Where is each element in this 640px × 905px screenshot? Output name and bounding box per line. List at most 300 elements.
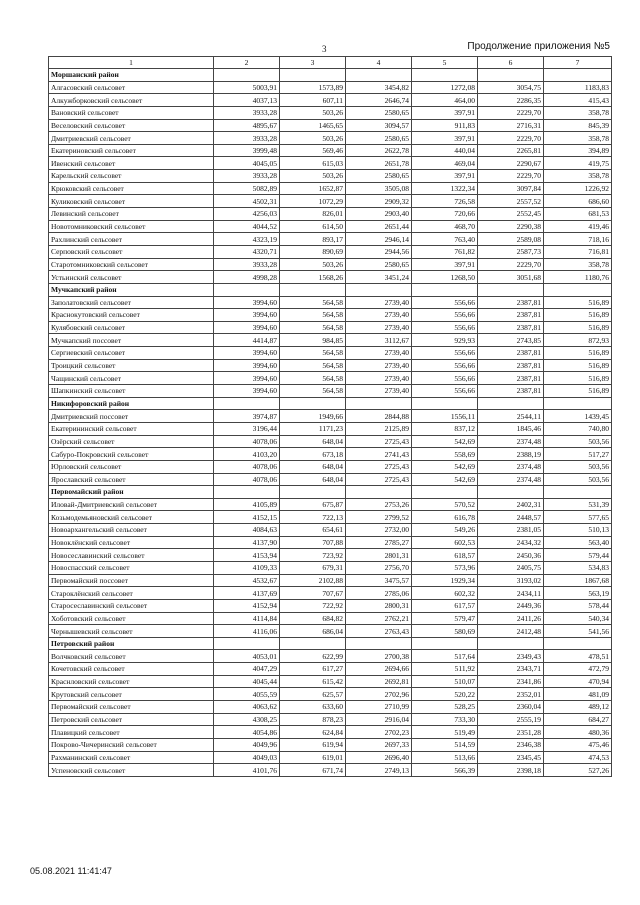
settlement-name: Староклёнский сельсовет — [49, 587, 214, 600]
value-cell: 720,66 — [412, 208, 478, 221]
table-row — [49, 195, 612, 208]
value-cell: 2229,70 — [478, 132, 544, 145]
value-cell: 4895,67 — [214, 119, 280, 132]
value-cell: 4053,01 — [214, 650, 280, 663]
value-cell: 1845,46 — [478, 422, 544, 435]
table-row — [49, 498, 612, 511]
value-cell: 2360,04 — [478, 701, 544, 714]
value-cell: 2909,32 — [346, 195, 412, 208]
settlement-name: Первомайский сельсовет — [49, 701, 214, 714]
value-cell: 1652,87 — [280, 182, 346, 195]
value-cell: 2580,65 — [346, 170, 412, 183]
value-cell: 2388,19 — [478, 448, 544, 461]
column-header: 2 — [214, 57, 280, 69]
value-cell: 633,60 — [280, 701, 346, 714]
value-cell: 929,93 — [412, 334, 478, 347]
settlement-name: Петровский сельсовет — [49, 713, 214, 726]
settlement-name: Новоархангельский сельсовет — [49, 524, 214, 537]
empty-cell — [544, 69, 612, 82]
settlement-name: Ивенский сельсовет — [49, 157, 214, 170]
settlement-name: Ярославский сельсовет — [49, 473, 214, 486]
empty-cell — [478, 397, 544, 410]
table-row — [49, 625, 612, 638]
value-cell: 684,82 — [280, 612, 346, 625]
value-cell: 1929,34 — [412, 574, 478, 587]
settlement-name: Екатерининский сельсовет — [49, 422, 214, 435]
value-cell: 503,26 — [280, 132, 346, 145]
value-cell: 3933,28 — [214, 258, 280, 271]
value-cell: 740,80 — [544, 422, 612, 435]
value-cell: 733,30 — [412, 713, 478, 726]
value-cell: 4049,03 — [214, 751, 280, 764]
value-cell: 4047,29 — [214, 663, 280, 676]
empty-cell — [544, 637, 612, 650]
district-row — [49, 637, 612, 650]
value-cell: 564,58 — [280, 296, 346, 309]
table-row — [49, 132, 612, 145]
value-cell: 4532,67 — [214, 574, 280, 587]
table-row — [49, 220, 612, 233]
empty-cell — [214, 637, 280, 650]
value-cell: 358,78 — [544, 258, 612, 271]
value-cell: 573,96 — [412, 561, 478, 574]
value-cell: 826,01 — [280, 208, 346, 221]
table-row — [49, 385, 612, 398]
table-row — [49, 347, 612, 360]
settlement-name: Новосеславинский сельсовет — [49, 549, 214, 562]
value-cell: 2739,40 — [346, 359, 412, 372]
table-row — [49, 524, 612, 537]
value-cell: 607,11 — [280, 94, 346, 107]
value-cell: 2450,36 — [478, 549, 544, 562]
value-cell: 625,57 — [280, 688, 346, 701]
value-cell: 520,22 — [412, 688, 478, 701]
value-cell: 1226,92 — [544, 182, 612, 195]
settlement-name: Алкужборковский сельсовет — [49, 94, 214, 107]
value-cell: 617,27 — [280, 663, 346, 676]
value-cell: 2646,74 — [346, 94, 412, 107]
value-cell: 478,51 — [544, 650, 612, 663]
value-cell: 503,26 — [280, 170, 346, 183]
district-name: Мучкапский район — [49, 283, 214, 296]
settlement-name: Дмитриевский поссовет — [49, 410, 214, 423]
value-cell: 2739,40 — [346, 296, 412, 309]
column-header: 6 — [478, 57, 544, 69]
table-row — [49, 587, 612, 600]
value-cell: 569,46 — [280, 144, 346, 157]
table-row — [49, 372, 612, 385]
empty-cell — [214, 397, 280, 410]
value-cell: 510,13 — [544, 524, 612, 537]
value-cell: 2125,89 — [346, 422, 412, 435]
value-cell: 2434,11 — [478, 587, 544, 600]
district-name: Моршанский район — [49, 69, 214, 82]
table-row — [49, 359, 612, 372]
table-row — [49, 599, 612, 612]
settlement-name: Новоклёнский сельсовет — [49, 536, 214, 549]
value-cell: 540,34 — [544, 612, 612, 625]
value-cell: 671,74 — [280, 764, 346, 777]
value-cell: 531,39 — [544, 498, 612, 511]
value-cell: 3094,57 — [346, 119, 412, 132]
empty-cell — [214, 69, 280, 82]
value-cell: 2622,78 — [346, 144, 412, 157]
value-cell: 2739,40 — [346, 321, 412, 334]
value-cell: 2587,73 — [478, 245, 544, 258]
header-row — [49, 57, 612, 69]
value-cell: 4109,33 — [214, 561, 280, 574]
value-cell: 2697,33 — [346, 738, 412, 751]
table-row — [49, 460, 612, 473]
value-cell: 2387,81 — [478, 347, 544, 360]
settlement-name: Волчковский сельсовет — [49, 650, 214, 663]
value-cell: 472,79 — [544, 663, 612, 676]
settlement-name: Кочетовский сельсовет — [49, 663, 214, 676]
value-cell: 3051,68 — [478, 271, 544, 284]
settlement-name: Екатериновский сельсовет — [49, 144, 214, 157]
value-cell: 2349,43 — [478, 650, 544, 663]
value-cell: 2692,81 — [346, 675, 412, 688]
value-cell: 2411,26 — [478, 612, 544, 625]
value-cell: 2557,52 — [478, 195, 544, 208]
value-cell: 3994,60 — [214, 372, 280, 385]
value-cell: 726,58 — [412, 195, 478, 208]
value-cell: 516,89 — [544, 296, 612, 309]
value-cell: 2903,40 — [346, 208, 412, 221]
value-cell: 4055,59 — [214, 688, 280, 701]
empty-cell — [412, 397, 478, 410]
value-cell: 686,04 — [280, 625, 346, 638]
table-row — [49, 713, 612, 726]
value-cell: 528,25 — [412, 701, 478, 714]
value-cell: 2743,85 — [478, 334, 544, 347]
table-row — [49, 309, 612, 322]
value-cell: 2785,06 — [346, 587, 412, 600]
value-cell: 511,92 — [412, 663, 478, 676]
value-cell: 1867,68 — [544, 574, 612, 587]
value-cell: 3933,28 — [214, 170, 280, 183]
value-cell: 4045,44 — [214, 675, 280, 688]
value-cell: 580,69 — [412, 625, 478, 638]
empty-cell — [280, 397, 346, 410]
value-cell: 2589,08 — [478, 233, 544, 246]
column-header: 5 — [412, 57, 478, 69]
value-cell: 1072,29 — [280, 195, 346, 208]
value-cell: 503,26 — [280, 258, 346, 271]
value-cell: 468,70 — [412, 220, 478, 233]
value-cell: 2702,23 — [346, 726, 412, 739]
value-cell: 394,89 — [544, 144, 612, 157]
value-cell: 4044,52 — [214, 220, 280, 233]
value-cell: 564,58 — [280, 385, 346, 398]
value-cell: 578,44 — [544, 599, 612, 612]
table-row — [49, 119, 612, 132]
value-cell: 542,69 — [412, 473, 478, 486]
table-row — [49, 81, 612, 94]
value-cell: 1322,34 — [412, 182, 478, 195]
value-cell: 4323,19 — [214, 233, 280, 246]
empty-cell — [478, 69, 544, 82]
value-cell: 2387,81 — [478, 321, 544, 334]
value-cell: 415,43 — [544, 94, 612, 107]
value-cell: 2763,43 — [346, 625, 412, 638]
settlement-name: Первомайский поссовет — [49, 574, 214, 587]
empty-cell — [280, 69, 346, 82]
value-cell: 2946,14 — [346, 233, 412, 246]
value-cell: 2756,70 — [346, 561, 412, 574]
value-cell: 722,13 — [280, 511, 346, 524]
settlement-name: Сергиевский сельсовет — [49, 347, 214, 360]
value-cell: 527,26 — [544, 764, 612, 777]
value-cell: 397,91 — [412, 106, 478, 119]
value-cell: 2387,81 — [478, 372, 544, 385]
table-row — [49, 182, 612, 195]
settlement-name: Старотомниковский сельсовет — [49, 258, 214, 271]
table-row — [49, 435, 612, 448]
value-cell: 2387,81 — [478, 385, 544, 398]
value-cell: 2725,43 — [346, 435, 412, 448]
value-cell: 2801,31 — [346, 549, 412, 562]
value-cell: 622,99 — [280, 650, 346, 663]
empty-cell — [544, 486, 612, 499]
value-cell: 503,56 — [544, 473, 612, 486]
value-cell: 984,85 — [280, 334, 346, 347]
value-cell: 616,78 — [412, 511, 478, 524]
column-header: 4 — [346, 57, 412, 69]
value-cell: 4105,89 — [214, 498, 280, 511]
value-cell: 542,69 — [412, 460, 478, 473]
value-cell: 2229,70 — [478, 106, 544, 119]
empty-cell — [544, 283, 612, 296]
value-cell: 2398,18 — [478, 764, 544, 777]
settlement-name: Троицкий сельсовет — [49, 359, 214, 372]
value-cell: 2785,27 — [346, 536, 412, 549]
value-cell: 2651,78 — [346, 157, 412, 170]
table-row — [49, 574, 612, 587]
value-cell: 3933,28 — [214, 132, 280, 145]
value-cell: 761,82 — [412, 245, 478, 258]
value-cell: 4114,84 — [214, 612, 280, 625]
value-cell: 2402,31 — [478, 498, 544, 511]
value-cell: 2741,43 — [346, 448, 412, 461]
table-row — [49, 511, 612, 524]
value-cell: 602,32 — [412, 587, 478, 600]
value-cell: 503,26 — [280, 106, 346, 119]
table-row — [49, 296, 612, 309]
settlement-name: Крутовский сельсовет — [49, 688, 214, 701]
value-cell: 1573,89 — [280, 81, 346, 94]
value-cell: 2387,81 — [478, 296, 544, 309]
table-row — [49, 701, 612, 714]
settlement-name: Дмитриевский сельсовет — [49, 132, 214, 145]
value-cell: 2387,81 — [478, 359, 544, 372]
table-row — [49, 738, 612, 751]
value-cell: 2449,36 — [478, 599, 544, 612]
value-cell: 3994,60 — [214, 385, 280, 398]
value-cell: 2739,40 — [346, 385, 412, 398]
settlement-name: Мучкапский поссовет — [49, 334, 214, 347]
table-row — [49, 688, 612, 701]
district-row — [49, 397, 612, 410]
value-cell: 510,07 — [412, 675, 478, 688]
value-cell: 2374,48 — [478, 473, 544, 486]
value-cell: 503,56 — [544, 435, 612, 448]
value-cell: 2405,75 — [478, 561, 544, 574]
value-cell: 516,89 — [544, 372, 612, 385]
value-cell: 681,53 — [544, 208, 612, 221]
settlement-name: Крюковский сельсовет — [49, 182, 214, 195]
value-cell: 556,66 — [412, 385, 478, 398]
table-row — [49, 675, 612, 688]
value-cell: 556,66 — [412, 296, 478, 309]
value-cell: 514,59 — [412, 738, 478, 751]
value-cell: 503,56 — [544, 460, 612, 473]
settlement-name: Плавицкий сельсовет — [49, 726, 214, 739]
value-cell: 2725,43 — [346, 473, 412, 486]
continuation-label: Продолжение приложения №5 — [467, 41, 610, 52]
empty-cell — [412, 486, 478, 499]
value-cell: 2341,86 — [478, 675, 544, 688]
print-timestamp: 05.08.2021 11:41:47 — [30, 866, 112, 876]
value-cell: 534,83 — [544, 561, 612, 574]
value-cell: 4103,20 — [214, 448, 280, 461]
value-cell: 614,50 — [280, 220, 346, 233]
value-cell: 5082,89 — [214, 182, 280, 195]
value-cell: 893,17 — [280, 233, 346, 246]
settlement-name: Вановский сельсовет — [49, 106, 214, 119]
table-row — [49, 549, 612, 562]
settlement-name: Хоботовский сельсовет — [49, 612, 214, 625]
table-row — [49, 233, 612, 246]
empty-cell — [346, 69, 412, 82]
empty-cell — [412, 69, 478, 82]
value-cell: 648,04 — [280, 460, 346, 473]
value-cell: 4078,06 — [214, 460, 280, 473]
value-cell: 619,01 — [280, 751, 346, 764]
value-cell: 3112,67 — [346, 334, 412, 347]
value-cell: 516,89 — [544, 309, 612, 322]
value-cell: 675,87 — [280, 498, 346, 511]
value-cell: 563,19 — [544, 587, 612, 600]
value-cell: 516,89 — [544, 321, 612, 334]
value-cell: 358,78 — [544, 106, 612, 119]
value-cell: 3054,75 — [478, 81, 544, 94]
value-cell: 516,89 — [544, 359, 612, 372]
value-cell: 624,84 — [280, 726, 346, 739]
value-cell: 470,94 — [544, 675, 612, 688]
value-cell: 2702,96 — [346, 688, 412, 701]
value-cell: 556,66 — [412, 347, 478, 360]
value-cell: 4045,05 — [214, 157, 280, 170]
settlement-name: Шапкинский сельсовет — [49, 385, 214, 398]
settlement-name: Чернышевский сельсовет — [49, 625, 214, 638]
settlement-name: Озёрский сельсовет — [49, 435, 214, 448]
value-cell: 4078,06 — [214, 435, 280, 448]
value-cell: 1556,11 — [412, 410, 478, 423]
value-cell: 2352,01 — [478, 688, 544, 701]
value-cell: 566,39 — [412, 764, 478, 777]
value-cell: 570,52 — [412, 498, 478, 511]
value-cell: 2229,70 — [478, 258, 544, 271]
table-body — [49, 69, 612, 777]
settlement-name: Карельский сельсовет — [49, 170, 214, 183]
value-cell: 837,12 — [412, 422, 478, 435]
value-cell: 2732,00 — [346, 524, 412, 537]
table-row — [49, 258, 612, 271]
district-row — [49, 69, 612, 82]
settlement-name: Старосеславинский сельсовет — [49, 599, 214, 612]
value-cell: 1272,08 — [412, 81, 478, 94]
table-row — [49, 612, 612, 625]
value-cell: 3475,57 — [346, 574, 412, 587]
value-cell: 4084,63 — [214, 524, 280, 537]
empty-cell — [346, 637, 412, 650]
value-cell: 845,39 — [544, 119, 612, 132]
value-cell: 4152,94 — [214, 599, 280, 612]
settlement-name: Алгасовский сельсовет — [49, 81, 214, 94]
value-cell: 2739,40 — [346, 372, 412, 385]
table-row — [49, 144, 612, 157]
value-cell: 2710,99 — [346, 701, 412, 714]
column-header: 1 — [49, 57, 214, 69]
value-cell: 513,66 — [412, 751, 478, 764]
value-cell: 684,27 — [544, 713, 612, 726]
settlement-name: Краснловский сельсовет — [49, 675, 214, 688]
value-cell: 2286,35 — [478, 94, 544, 107]
value-cell: 911,83 — [412, 119, 478, 132]
empty-cell — [412, 283, 478, 296]
value-cell: 4054,86 — [214, 726, 280, 739]
value-cell: 648,04 — [280, 473, 346, 486]
table-row — [49, 271, 612, 284]
value-cell: 2343,71 — [478, 663, 544, 676]
value-cell: 563,40 — [544, 536, 612, 549]
table-row — [49, 650, 612, 663]
value-cell: 878,23 — [280, 713, 346, 726]
settlement-name: Краснокутовский сельсовет — [49, 309, 214, 322]
value-cell: 2412,48 — [478, 625, 544, 638]
value-cell: 358,78 — [544, 132, 612, 145]
value-cell: 602,53 — [412, 536, 478, 549]
value-cell: 2739,40 — [346, 309, 412, 322]
column-header: 7 — [544, 57, 612, 69]
value-cell: 2749,13 — [346, 764, 412, 777]
value-cell: 556,66 — [412, 321, 478, 334]
settlement-name: Заполатовский сельсовет — [49, 296, 214, 309]
value-cell: 556,66 — [412, 359, 478, 372]
value-cell: 481,09 — [544, 688, 612, 701]
value-cell: 474,53 — [544, 751, 612, 764]
value-cell: 2229,70 — [478, 170, 544, 183]
value-cell: 2544,11 — [478, 410, 544, 423]
value-cell: 3193,02 — [478, 574, 544, 587]
table-row — [49, 157, 612, 170]
value-cell: 2800,31 — [346, 599, 412, 612]
table-row — [49, 106, 612, 119]
empty-cell — [346, 283, 412, 296]
settlement-name: Сабуро-Покровский сельсовет — [49, 448, 214, 461]
empty-cell — [214, 283, 280, 296]
settlement-name: Левинский сельсовет — [49, 208, 214, 221]
value-cell: 440,04 — [412, 144, 478, 157]
settlement-name: Иловай-Дмитриевский сельсовет — [49, 498, 214, 511]
value-cell: 1949,66 — [280, 410, 346, 423]
value-cell: 579,47 — [412, 612, 478, 625]
value-cell: 4137,69 — [214, 587, 280, 600]
value-cell: 2381,05 — [478, 524, 544, 537]
value-cell: 4037,13 — [214, 94, 280, 107]
value-cell: 2448,57 — [478, 511, 544, 524]
